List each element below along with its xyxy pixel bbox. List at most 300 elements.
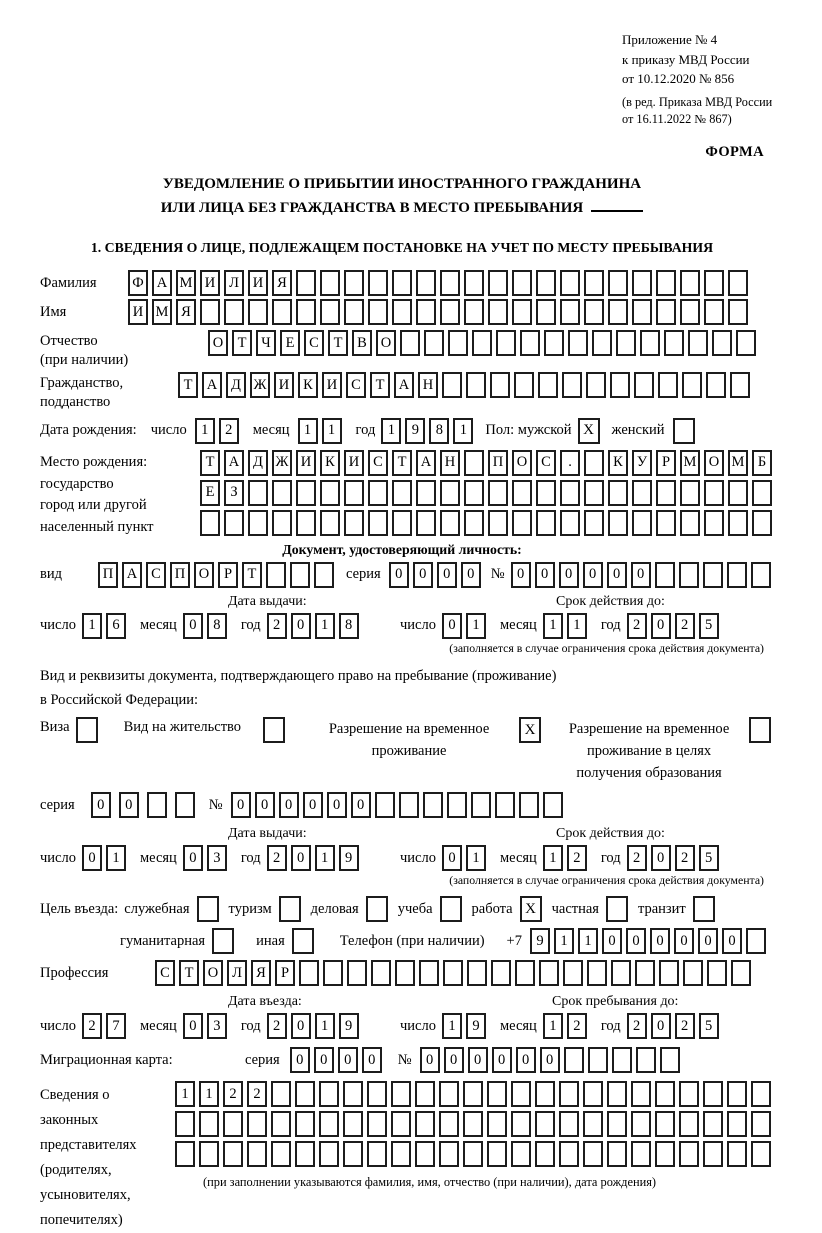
char-cell[interactable] — [656, 270, 676, 296]
char-cell[interactable] — [347, 960, 367, 986]
char-cell[interactable]: Т — [178, 372, 198, 398]
char-cell[interactable] — [368, 510, 388, 536]
char-cell[interactable]: 2 — [675, 1013, 695, 1039]
char-cell[interactable] — [519, 792, 539, 818]
char-cell[interactable] — [634, 372, 654, 398]
char-cell[interactable]: 0 — [362, 1047, 382, 1073]
char-cell[interactable]: 2 — [267, 613, 287, 639]
char-cell[interactable] — [562, 372, 582, 398]
char-cell[interactable]: 0 — [511, 562, 531, 588]
char-cell[interactable] — [391, 1111, 411, 1137]
char-cell[interactable]: И — [248, 270, 268, 296]
char-cell[interactable] — [706, 372, 726, 398]
char-cell[interactable]: К — [608, 450, 628, 476]
char-cell[interactable] — [611, 960, 631, 986]
char-cell[interactable] — [752, 510, 772, 536]
char-cell[interactable]: С — [368, 450, 388, 476]
purpose-tourism-checkbox[interactable] — [279, 896, 301, 922]
char-cell[interactable] — [560, 510, 580, 536]
char-cell[interactable] — [463, 1081, 483, 1107]
char-cell[interactable] — [730, 372, 750, 398]
char-cell[interactable]: О — [203, 960, 223, 986]
char-cell[interactable] — [415, 1081, 435, 1107]
char-cell[interactable]: И — [128, 299, 148, 325]
char-cell[interactable]: 0 — [650, 928, 670, 954]
char-cell[interactable] — [751, 562, 771, 588]
char-cell[interactable]: 0 — [540, 1047, 560, 1073]
purpose-other-checkbox[interactable] — [292, 928, 314, 954]
purpose-business-checkbox[interactable] — [366, 896, 388, 922]
char-cell[interactable] — [616, 330, 636, 356]
char-cell[interactable] — [400, 330, 420, 356]
char-cell[interactable] — [751, 1141, 771, 1167]
char-cell[interactable]: 2 — [82, 1013, 102, 1039]
char-cell[interactable] — [703, 1111, 723, 1137]
char-cell[interactable]: Т — [370, 372, 390, 398]
char-cell[interactable]: 2 — [267, 845, 287, 871]
char-cell[interactable] — [488, 510, 508, 536]
char-cell[interactable] — [704, 510, 724, 536]
char-cell[interactable] — [612, 1047, 632, 1073]
char-cell[interactable]: З — [224, 480, 244, 506]
char-cell[interactable] — [488, 480, 508, 506]
char-cell[interactable] — [608, 299, 628, 325]
char-cell[interactable]: А — [416, 450, 436, 476]
char-cell[interactable]: 0 — [442, 845, 462, 871]
char-cell[interactable]: А — [394, 372, 414, 398]
char-cell[interactable] — [415, 1141, 435, 1167]
char-cell[interactable] — [392, 299, 412, 325]
char-cell[interactable]: И — [200, 270, 220, 296]
temp-residence-checkbox[interactable]: X — [519, 717, 541, 743]
char-cell[interactable] — [448, 330, 468, 356]
char-cell[interactable] — [495, 792, 515, 818]
char-cell[interactable]: 0 — [602, 928, 622, 954]
char-cell[interactable] — [536, 299, 556, 325]
char-cell[interactable] — [512, 299, 532, 325]
char-cell[interactable] — [423, 792, 443, 818]
char-cell[interactable]: 0 — [444, 1047, 464, 1073]
char-cell[interactable]: А — [122, 562, 142, 588]
char-cell[interactable] — [655, 1111, 675, 1137]
char-cell[interactable] — [496, 330, 516, 356]
char-cell[interactable] — [560, 270, 580, 296]
char-cell[interactable] — [464, 299, 484, 325]
purpose-work-checkbox[interactable]: X — [520, 896, 542, 922]
char-cell[interactable] — [320, 510, 340, 536]
char-cell[interactable]: 2 — [627, 613, 647, 639]
char-cell[interactable] — [536, 270, 556, 296]
char-cell[interactable] — [680, 480, 700, 506]
char-cell[interactable] — [295, 1141, 315, 1167]
char-cell[interactable]: П — [170, 562, 190, 588]
residence-permit-checkbox[interactable] — [263, 717, 285, 743]
char-cell[interactable] — [536, 510, 556, 536]
char-cell[interactable]: А — [152, 270, 172, 296]
char-cell[interactable] — [296, 510, 316, 536]
sex-female-checkbox[interactable] — [673, 418, 695, 444]
char-cell[interactable] — [584, 299, 604, 325]
char-cell[interactable] — [296, 480, 316, 506]
char-cell[interactable]: 0 — [535, 562, 555, 588]
char-cell[interactable] — [588, 1047, 608, 1073]
char-cell[interactable]: 1 — [195, 418, 215, 444]
char-cell[interactable] — [224, 510, 244, 536]
char-cell[interactable] — [343, 1141, 363, 1167]
char-cell[interactable] — [464, 450, 484, 476]
char-cell[interactable] — [727, 562, 747, 588]
char-cell[interactable] — [416, 270, 436, 296]
char-cell[interactable] — [296, 270, 316, 296]
char-cell[interactable] — [314, 562, 334, 588]
char-cell[interactable] — [295, 1081, 315, 1107]
char-cell[interactable] — [683, 960, 703, 986]
char-cell[interactable]: Д — [226, 372, 246, 398]
char-cell[interactable] — [587, 960, 607, 986]
purpose-official-checkbox[interactable] — [197, 896, 219, 922]
char-cell[interactable] — [703, 1141, 723, 1167]
char-cell[interactable] — [319, 1081, 339, 1107]
char-cell[interactable] — [679, 1081, 699, 1107]
char-cell[interactable] — [424, 330, 444, 356]
char-cell[interactable]: 1 — [199, 1081, 219, 1107]
char-cell[interactable] — [712, 330, 732, 356]
char-cell[interactable]: 0 — [420, 1047, 440, 1073]
char-cell[interactable] — [296, 299, 316, 325]
char-cell[interactable] — [564, 1047, 584, 1073]
char-cell[interactable]: 1 — [315, 613, 335, 639]
char-cell[interactable] — [520, 330, 540, 356]
char-cell[interactable]: Н — [418, 372, 438, 398]
char-cell[interactable]: 2 — [247, 1081, 267, 1107]
char-cell[interactable]: Я — [176, 299, 196, 325]
char-cell[interactable] — [199, 1111, 219, 1137]
char-cell[interactable]: Ж — [272, 450, 292, 476]
char-cell[interactable]: 1 — [315, 845, 335, 871]
char-cell[interactable] — [536, 480, 556, 506]
char-cell[interactable]: О — [512, 450, 532, 476]
char-cell[interactable]: С — [536, 450, 556, 476]
char-cell[interactable] — [664, 330, 684, 356]
char-cell[interactable] — [512, 480, 532, 506]
char-cell[interactable]: 0 — [314, 1047, 334, 1073]
char-cell[interactable] — [419, 960, 439, 986]
char-cell[interactable]: 3 — [207, 1013, 227, 1039]
char-cell[interactable] — [752, 480, 772, 506]
char-cell[interactable] — [707, 960, 727, 986]
char-cell[interactable]: 0 — [722, 928, 742, 954]
char-cell[interactable]: Р — [275, 960, 295, 986]
char-cell[interactable] — [635, 960, 655, 986]
char-cell[interactable] — [199, 1141, 219, 1167]
char-cell[interactable]: П — [98, 562, 118, 588]
char-cell[interactable]: 0 — [303, 792, 323, 818]
char-cell[interactable]: 0 — [674, 928, 694, 954]
char-cell[interactable] — [559, 1111, 579, 1137]
char-cell[interactable]: 1 — [298, 418, 318, 444]
char-cell[interactable] — [399, 792, 419, 818]
char-cell[interactable]: 1 — [543, 613, 563, 639]
char-cell[interactable]: 6 — [106, 613, 126, 639]
char-cell[interactable] — [290, 562, 310, 588]
char-cell[interactable] — [223, 1111, 243, 1137]
char-cell[interactable]: 9 — [339, 1013, 359, 1039]
char-cell[interactable] — [368, 480, 388, 506]
char-cell[interactable] — [704, 299, 724, 325]
char-cell[interactable]: 5 — [699, 613, 719, 639]
char-cell[interactable]: Д — [248, 450, 268, 476]
char-cell[interactable] — [751, 1111, 771, 1137]
char-cell[interactable] — [443, 960, 463, 986]
char-cell[interactable]: 2 — [627, 845, 647, 871]
char-cell[interactable] — [680, 270, 700, 296]
char-cell[interactable] — [514, 372, 534, 398]
char-cell[interactable] — [440, 270, 460, 296]
char-cell[interactable] — [544, 330, 564, 356]
char-cell[interactable]: С — [304, 330, 324, 356]
char-cell[interactable]: 0 — [468, 1047, 488, 1073]
char-cell[interactable] — [559, 1141, 579, 1167]
char-cell[interactable] — [703, 562, 723, 588]
char-cell[interactable] — [659, 960, 679, 986]
char-cell[interactable] — [751, 1081, 771, 1107]
char-cell[interactable] — [488, 299, 508, 325]
char-cell[interactable] — [560, 480, 580, 506]
char-cell[interactable]: 0 — [290, 1047, 310, 1073]
char-cell[interactable] — [728, 299, 748, 325]
char-cell[interactable] — [680, 299, 700, 325]
char-cell[interactable] — [584, 480, 604, 506]
char-cell[interactable]: 1 — [82, 613, 102, 639]
char-cell[interactable]: 0 — [279, 792, 299, 818]
char-cell[interactable] — [688, 330, 708, 356]
char-cell[interactable]: 1 — [543, 845, 563, 871]
char-cell[interactable] — [466, 372, 486, 398]
char-cell[interactable]: У — [632, 450, 652, 476]
char-cell[interactable] — [440, 480, 460, 506]
char-cell[interactable] — [464, 510, 484, 536]
char-cell[interactable] — [535, 1081, 555, 1107]
char-cell[interactable]: М — [152, 299, 172, 325]
char-cell[interactable]: 2 — [267, 1013, 287, 1039]
char-cell[interactable]: 0 — [183, 613, 203, 639]
char-cell[interactable] — [511, 1081, 531, 1107]
char-cell[interactable] — [608, 270, 628, 296]
char-cell[interactable]: Т — [392, 450, 412, 476]
char-cell[interactable] — [272, 299, 292, 325]
char-cell[interactable] — [200, 299, 220, 325]
char-cell[interactable] — [464, 480, 484, 506]
char-cell[interactable]: 0 — [651, 845, 671, 871]
char-cell[interactable]: С — [146, 562, 166, 588]
char-cell[interactable]: 0 — [651, 1013, 671, 1039]
char-cell[interactable]: 0 — [413, 562, 433, 588]
char-cell[interactable]: Ф — [128, 270, 148, 296]
char-cell[interactable]: 0 — [183, 1013, 203, 1039]
sex-male-checkbox[interactable]: X — [578, 418, 600, 444]
char-cell[interactable]: Т — [232, 330, 252, 356]
char-cell[interactable] — [538, 372, 558, 398]
char-cell[interactable] — [320, 480, 340, 506]
char-cell[interactable] — [248, 480, 268, 506]
char-cell[interactable]: 9 — [530, 928, 550, 954]
char-cell[interactable] — [491, 960, 511, 986]
char-cell[interactable] — [703, 1081, 723, 1107]
char-cell[interactable] — [490, 372, 510, 398]
char-cell[interactable] — [487, 1141, 507, 1167]
char-cell[interactable] — [631, 1111, 651, 1137]
char-cell[interactable]: 0 — [516, 1047, 536, 1073]
char-cell[interactable]: О — [704, 450, 724, 476]
char-cell[interactable]: 2 — [219, 418, 239, 444]
char-cell[interactable] — [656, 299, 676, 325]
char-cell[interactable] — [512, 270, 532, 296]
char-cell[interactable]: 0 — [291, 845, 311, 871]
char-cell[interactable] — [511, 1141, 531, 1167]
char-cell[interactable] — [224, 299, 244, 325]
char-cell[interactable]: 0 — [559, 562, 579, 588]
char-cell[interactable] — [247, 1111, 267, 1137]
char-cell[interactable]: Е — [280, 330, 300, 356]
char-cell[interactable] — [175, 1141, 195, 1167]
char-cell[interactable] — [679, 1111, 699, 1137]
char-cell[interactable] — [655, 1141, 675, 1167]
char-cell[interactable]: Р — [656, 450, 676, 476]
char-cell[interactable] — [343, 1081, 363, 1107]
char-cell[interactable] — [728, 270, 748, 296]
char-cell[interactable] — [320, 270, 340, 296]
purpose-humanitarian-checkbox[interactable] — [212, 928, 234, 954]
char-cell[interactable] — [319, 1111, 339, 1137]
char-cell[interactable] — [344, 270, 364, 296]
char-cell[interactable]: С — [155, 960, 175, 986]
char-cell[interactable]: И — [344, 450, 364, 476]
char-cell[interactable]: 1 — [466, 613, 486, 639]
char-cell[interactable]: Е — [200, 480, 220, 506]
char-cell[interactable]: 5 — [699, 1013, 719, 1039]
char-cell[interactable]: Т — [328, 330, 348, 356]
char-cell[interactable]: Н — [440, 450, 460, 476]
char-cell[interactable] — [655, 1081, 675, 1107]
char-cell[interactable] — [728, 510, 748, 536]
char-cell[interactable]: 8 — [339, 613, 359, 639]
char-cell[interactable]: 0 — [351, 792, 371, 818]
char-cell[interactable] — [320, 299, 340, 325]
char-cell[interactable] — [559, 1081, 579, 1107]
char-cell[interactable] — [415, 1111, 435, 1137]
char-cell[interactable]: И — [296, 450, 316, 476]
char-cell[interactable] — [640, 330, 660, 356]
char-cell[interactable]: 0 — [389, 562, 409, 588]
char-cell[interactable]: К — [320, 450, 340, 476]
char-cell[interactable] — [632, 299, 652, 325]
char-cell[interactable]: 0 — [492, 1047, 512, 1073]
char-cell[interactable] — [248, 510, 268, 536]
char-cell[interactable] — [632, 510, 652, 536]
char-cell[interactable] — [319, 1141, 339, 1167]
char-cell[interactable] — [543, 792, 563, 818]
purpose-study-checkbox[interactable] — [440, 896, 462, 922]
char-cell[interactable]: 3 — [207, 845, 227, 871]
char-cell[interactable]: 2 — [675, 845, 695, 871]
char-cell[interactable] — [563, 960, 583, 986]
char-cell[interactable]: 8 — [429, 418, 449, 444]
char-cell[interactable]: 1 — [381, 418, 401, 444]
char-cell[interactable]: 0 — [255, 792, 275, 818]
char-cell[interactable] — [367, 1111, 387, 1137]
char-cell[interactable]: О — [376, 330, 396, 356]
char-cell[interactable] — [511, 1111, 531, 1137]
char-cell[interactable]: 1 — [315, 1013, 335, 1039]
char-cell[interactable] — [472, 330, 492, 356]
char-cell[interactable]: И — [274, 372, 294, 398]
char-cell[interactable] — [416, 299, 436, 325]
char-cell[interactable] — [632, 480, 652, 506]
char-cell[interactable] — [439, 1141, 459, 1167]
char-cell[interactable] — [610, 372, 630, 398]
char-cell[interactable]: Я — [251, 960, 271, 986]
char-cell[interactable] — [560, 299, 580, 325]
char-cell[interactable]: 2 — [223, 1081, 243, 1107]
char-cell[interactable]: Ч — [256, 330, 276, 356]
char-cell[interactable]: 0 — [583, 562, 603, 588]
char-cell[interactable] — [272, 510, 292, 536]
char-cell[interactable]: М — [728, 450, 748, 476]
char-cell[interactable] — [223, 1141, 243, 1167]
char-cell[interactable] — [367, 1141, 387, 1167]
char-cell[interactable] — [487, 1081, 507, 1107]
char-cell[interactable] — [439, 1111, 459, 1137]
char-cell[interactable] — [440, 299, 460, 325]
char-cell[interactable]: Б — [752, 450, 772, 476]
char-cell[interactable] — [367, 1081, 387, 1107]
char-cell[interactable]: 2 — [567, 1013, 587, 1039]
char-cell[interactable]: М — [176, 270, 196, 296]
char-cell[interactable] — [736, 330, 756, 356]
purpose-transit-checkbox[interactable] — [693, 896, 715, 922]
char-cell[interactable] — [392, 510, 412, 536]
char-cell[interactable] — [583, 1081, 603, 1107]
char-cell[interactable] — [368, 270, 388, 296]
char-cell[interactable]: А — [202, 372, 222, 398]
char-cell[interactable]: Л — [227, 960, 247, 986]
char-cell[interactable] — [271, 1081, 291, 1107]
temp-residence-edu-checkbox[interactable] — [749, 717, 771, 743]
char-cell[interactable]: О — [208, 330, 228, 356]
char-cell[interactable]: П — [488, 450, 508, 476]
char-cell[interactable] — [583, 1141, 603, 1167]
char-cell[interactable]: 1 — [543, 1013, 563, 1039]
char-cell[interactable] — [731, 960, 751, 986]
char-cell[interactable] — [487, 1111, 507, 1137]
char-cell[interactable] — [344, 510, 364, 536]
char-cell[interactable]: 5 — [699, 845, 719, 871]
char-cell[interactable] — [391, 1081, 411, 1107]
char-cell[interactable] — [175, 792, 195, 818]
char-cell[interactable]: 1 — [578, 928, 598, 954]
char-cell[interactable] — [584, 270, 604, 296]
char-cell[interactable] — [656, 480, 676, 506]
char-cell[interactable] — [658, 372, 678, 398]
char-cell[interactable] — [200, 510, 220, 536]
char-cell[interactable] — [584, 510, 604, 536]
char-cell[interactable] — [632, 270, 652, 296]
char-cell[interactable]: 1 — [453, 418, 473, 444]
char-cell[interactable] — [679, 562, 699, 588]
char-cell[interactable]: 0 — [82, 845, 102, 871]
char-cell[interactable] — [391, 1141, 411, 1167]
char-cell[interactable]: 1 — [554, 928, 574, 954]
